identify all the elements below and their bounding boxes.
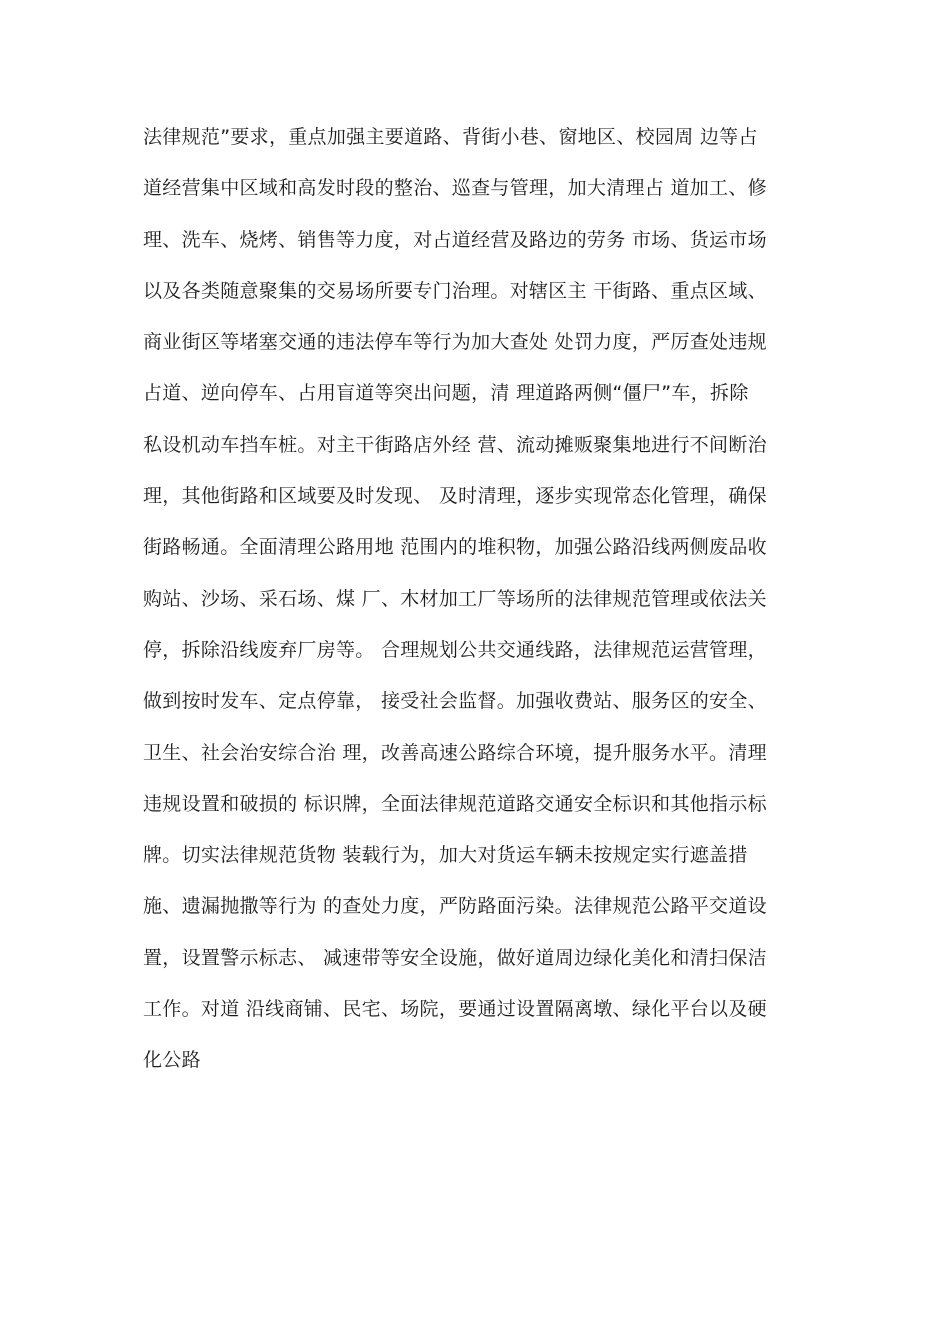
text-line: 道经营集中区域和高发时段的整治、巡查与管理，加大清理占 道加工、修: [143, 177, 767, 200]
text-line: 化公路: [143, 1049, 201, 1072]
text-line: 做到按时发车、定点停靠， 接受社会监督。加强收费站、服务区的安全、: [143, 690, 767, 713]
text-line: 街路畅通。全面清理公路用地 范围内的堆积物，加强公路沿线两侧废品收: [143, 536, 767, 559]
text-line: 置，设置警示标志、 减速带等安全设施，做好道周边绿化美化和清扫保洁: [143, 946, 767, 969]
text-line: 私设机动车挡车桩。对主干街路店外经 营、流动摊贩聚集地进行不间断治: [143, 433, 767, 456]
text-line: 理、洗车、烧烤、销售等力度，对占道经营及路边的劳务 市场、货运市场: [143, 228, 767, 251]
text-line: 占道、逆向停车、占用盲道等突出问题，清 理道路两侧“僵尸”车，拆除: [143, 382, 749, 405]
text-line: 理，其他街路和区域要及时发现、 及时清理，逐步实现常态化管理，确保: [143, 485, 767, 508]
text-line: 停，拆除沿线废弃厂房等。 合理规划公共交通线路，法律规范运营管理，: [143, 638, 767, 661]
text-line: 施、遗漏抛撒等行为 的查处力度，严防路面污染。法律规范公路平交道设: [143, 895, 767, 918]
text-line: 购站、沙场、采石场、煤 厂、木材加工厂等场所的法律规范管理或依法关: [143, 587, 767, 610]
text-line: 卫生、社会治安综合治 理，改善高速公路综合环境，提升服务水平。清理: [143, 741, 767, 764]
text-line: 工作。对道 沿线商铺、民宅、场院，要通过设置隔离墩、绿化平台以及硬: [143, 998, 767, 1021]
text-line: 以及各类随意聚集的交易场所要专门治理。对辖区主 干街路、重点区域、: [143, 279, 767, 302]
text-line: 法律规范”要求，重点加强主要道路、背街小巷、窗地区、校园周 边等占: [143, 126, 758, 148]
text-line: 牌。切实法律规范货物 装载行为，加大对货运车辆未按规定实行遮盖措: [143, 844, 748, 867]
body-text: [143, 114, 833, 1089]
text-line: 商业街区等堵塞交通的违法停车等行为加大查处 处罚力度，严厉查处违规: [143, 331, 767, 354]
text-line: 违规设置和破损的 标识牌，全面法律规范道路交通安全标识和其他指示标: [143, 792, 767, 815]
